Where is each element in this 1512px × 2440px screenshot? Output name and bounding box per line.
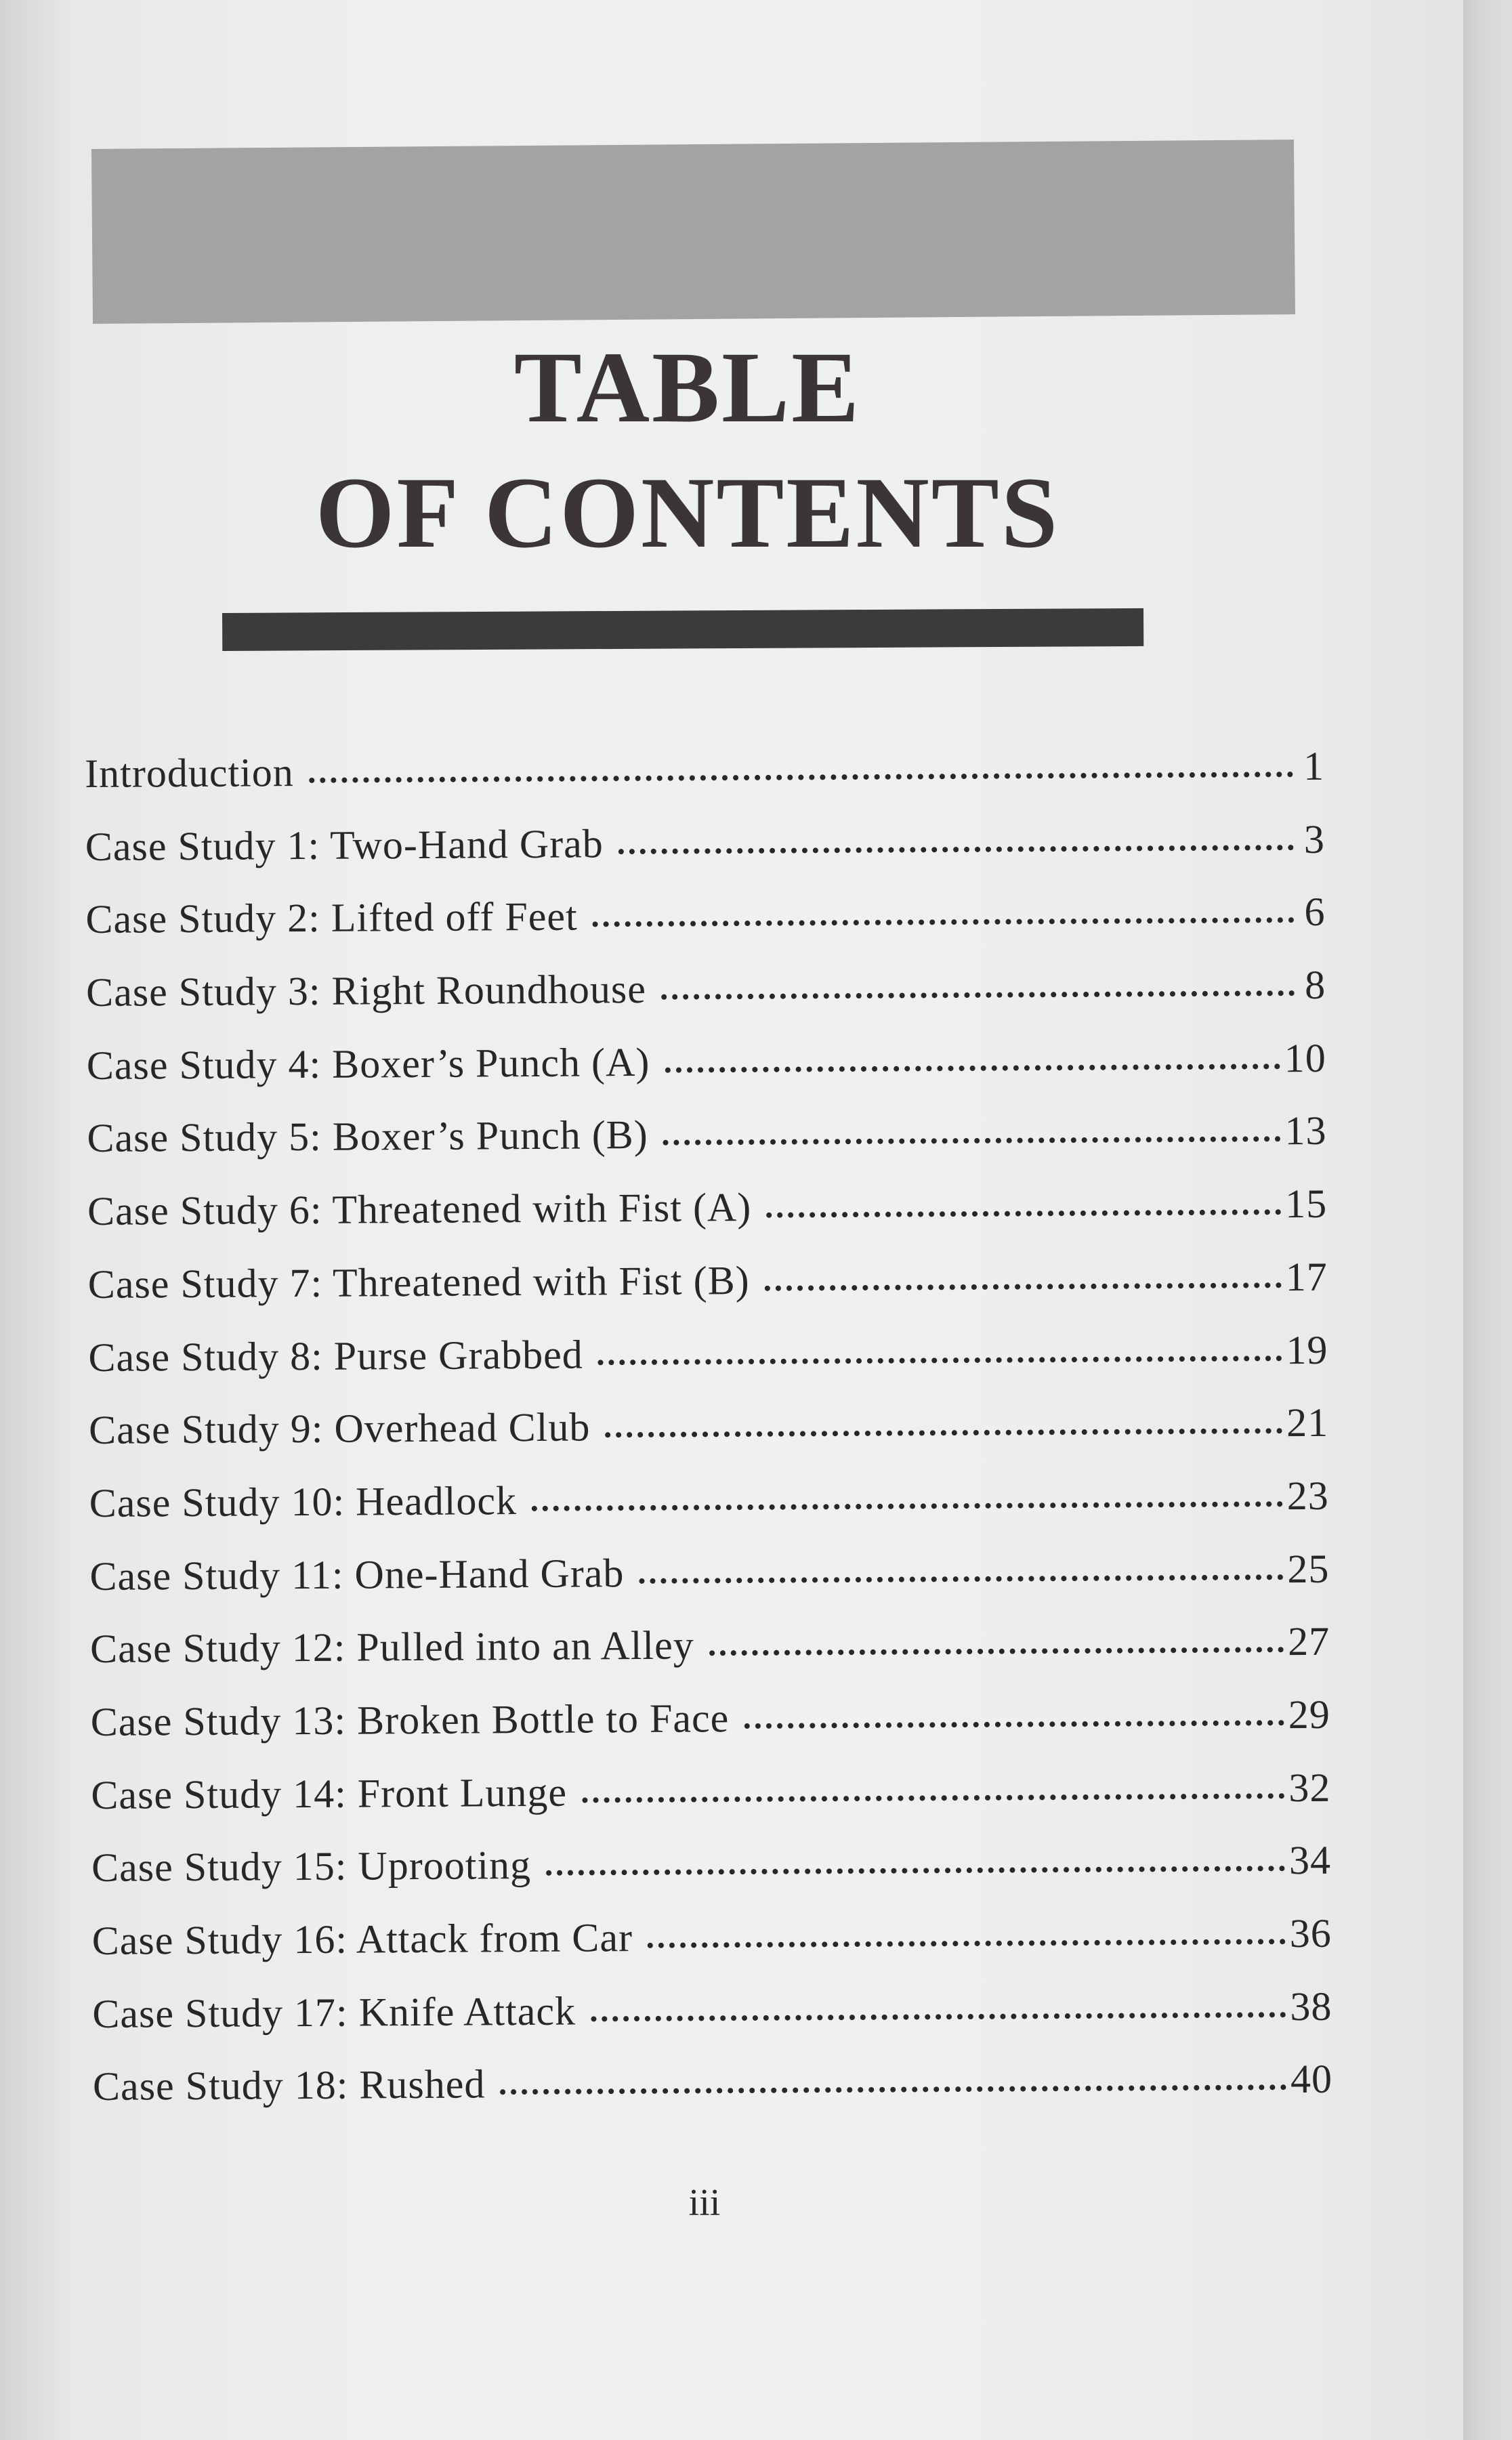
dot-leader: [665, 1064, 1280, 1073]
toc-entry-title: Case Study 12: Pulled into an Alley: [89, 1622, 694, 1672]
dot-leader: [591, 2012, 1286, 2021]
dot-leader: [582, 1793, 1284, 1803]
toc-entry-title: Case Study 6: Threatened with Fist (A): [87, 1185, 752, 1234]
toc-entry-page-number: 13: [1284, 1108, 1327, 1154]
table-of-contents: [85, 743, 1332, 2137]
dot-leader: [546, 1866, 1285, 1876]
title-line-1: TABLE: [513, 331, 862, 444]
dot-leader: [593, 917, 1295, 927]
toc-entry-title: Case Study 5: Boxer’s Punch (B): [87, 1112, 648, 1161]
dot-leader: [766, 1209, 1281, 1218]
dot-leader: [648, 1939, 1286, 1948]
toc-entry-page-number: 38: [1290, 1983, 1332, 2029]
dot-leader: [309, 772, 1293, 783]
title-line-2: OF CONTENTS: [315, 457, 1060, 569]
toc-entry-title: Case Study 17: Knife Attack: [92, 1988, 576, 2036]
toc-entry: [85, 889, 1326, 969]
toc-entry: [89, 1400, 1329, 1480]
toc-entry-title: Case Study 14: Front Lunge: [91, 1769, 568, 1817]
toc-entry: [90, 1618, 1330, 1699]
toc-entry-page-number: 23: [1286, 1473, 1329, 1519]
toc-entry-page-number: 34: [1288, 1838, 1332, 1883]
toc-entry-page-number: 25: [1287, 1546, 1330, 1591]
toc-entry: [86, 962, 1326, 1043]
toc-entry: [89, 1473, 1330, 1553]
toc-entry-title: Introduction: [85, 750, 295, 796]
dot-leader: [639, 1574, 1283, 1584]
dot-leader: [500, 2085, 1286, 2095]
dot-leader: [661, 990, 1295, 1000]
toc-entry-page-number: 27: [1287, 1619, 1330, 1664]
toc-entry-title: Case Study 4: Boxer’s Punch (A): [86, 1039, 650, 1088]
toc-entry-page-number: 32: [1288, 1765, 1331, 1810]
dot-leader: [744, 1720, 1284, 1729]
toc-entry: [88, 1254, 1328, 1334]
toc-entry: [85, 743, 1325, 824]
dot-leader: [618, 845, 1294, 854]
toc-entry: [85, 816, 1326, 897]
toc-entry: [89, 1545, 1330, 1626]
toc-entry-title: Case Study 15: Uprooting: [91, 1843, 532, 1891]
toc-entry-page-number: 1: [1303, 743, 1325, 789]
toc-entry: [87, 1035, 1327, 1116]
toc-entry-page-number: 29: [1288, 1691, 1330, 1738]
toc-entry-title: Case Study 16: Attack from Car: [91, 1915, 633, 1963]
toc-entry-page-number: 8: [1304, 962, 1326, 1008]
toc-entry: [91, 1837, 1332, 1918]
toc-entry-page-number: 21: [1286, 1400, 1329, 1446]
dot-leader: [765, 1282, 1282, 1291]
toc-entry-title: Case Study 3: Right Roundhouse: [85, 967, 647, 1015]
toc-entry: [91, 1691, 1331, 1772]
toc-entry-title: Case Study 10: Headlock: [89, 1477, 518, 1526]
toc-entry-page-number: 6: [1304, 889, 1326, 935]
toc-entry-title: Case Study 13: Broken Bottle to Face: [90, 1696, 730, 1744]
toc-entry-page-number: 40: [1290, 2057, 1333, 2102]
toc-entry-page-number: 3: [1303, 816, 1326, 862]
dot-leader: [709, 1647, 1284, 1656]
toc-entry-page-number: 10: [1284, 1035, 1327, 1080]
dot-leader: [598, 1355, 1282, 1365]
toc-entry-title: Case Study 1: Two-Hand Grab: [85, 821, 604, 869]
toc-entry: [92, 1910, 1332, 1991]
toc-entry-page-number: 19: [1286, 1327, 1328, 1372]
page-title: [230, 325, 1145, 576]
toc-entry-page-number: 36: [1289, 1910, 1332, 1956]
header-band: [91, 140, 1295, 324]
toc-entry: [92, 1983, 1332, 2063]
toc-entry: [91, 1764, 1331, 1845]
toc-entry: [87, 1108, 1327, 1188]
toc-entry: [93, 2056, 1333, 2137]
toc-entry-title: Case Study 2: Lifted off Feet: [85, 893, 578, 942]
toc-entry-title: Case Study 9: Overhead Club: [88, 1404, 591, 1453]
page-number: iii: [688, 2182, 721, 2224]
dot-leader: [532, 1501, 1283, 1511]
title-rule: [222, 608, 1143, 651]
dot-leader: [605, 1428, 1282, 1437]
page-edge-shadow: [1463, 0, 1512, 2440]
toc-entry: [87, 1181, 1328, 1261]
toc-entry-title: Case Study 8: Purse Grabbed: [88, 1332, 583, 1380]
toc-entry-page-number: 17: [1285, 1254, 1328, 1299]
toc-entry-page-number: 15: [1284, 1181, 1328, 1227]
toc-entry-title: Case Study 18: Rushed: [92, 2061, 486, 2109]
dot-leader: [663, 1137, 1281, 1146]
toc-entry: [88, 1326, 1328, 1407]
toc-entry-title: Case Study 11: One-Hand Grab: [89, 1550, 625, 1599]
toc-entry-title: Case Study 7: Threatened with Fist (B): [87, 1257, 750, 1307]
